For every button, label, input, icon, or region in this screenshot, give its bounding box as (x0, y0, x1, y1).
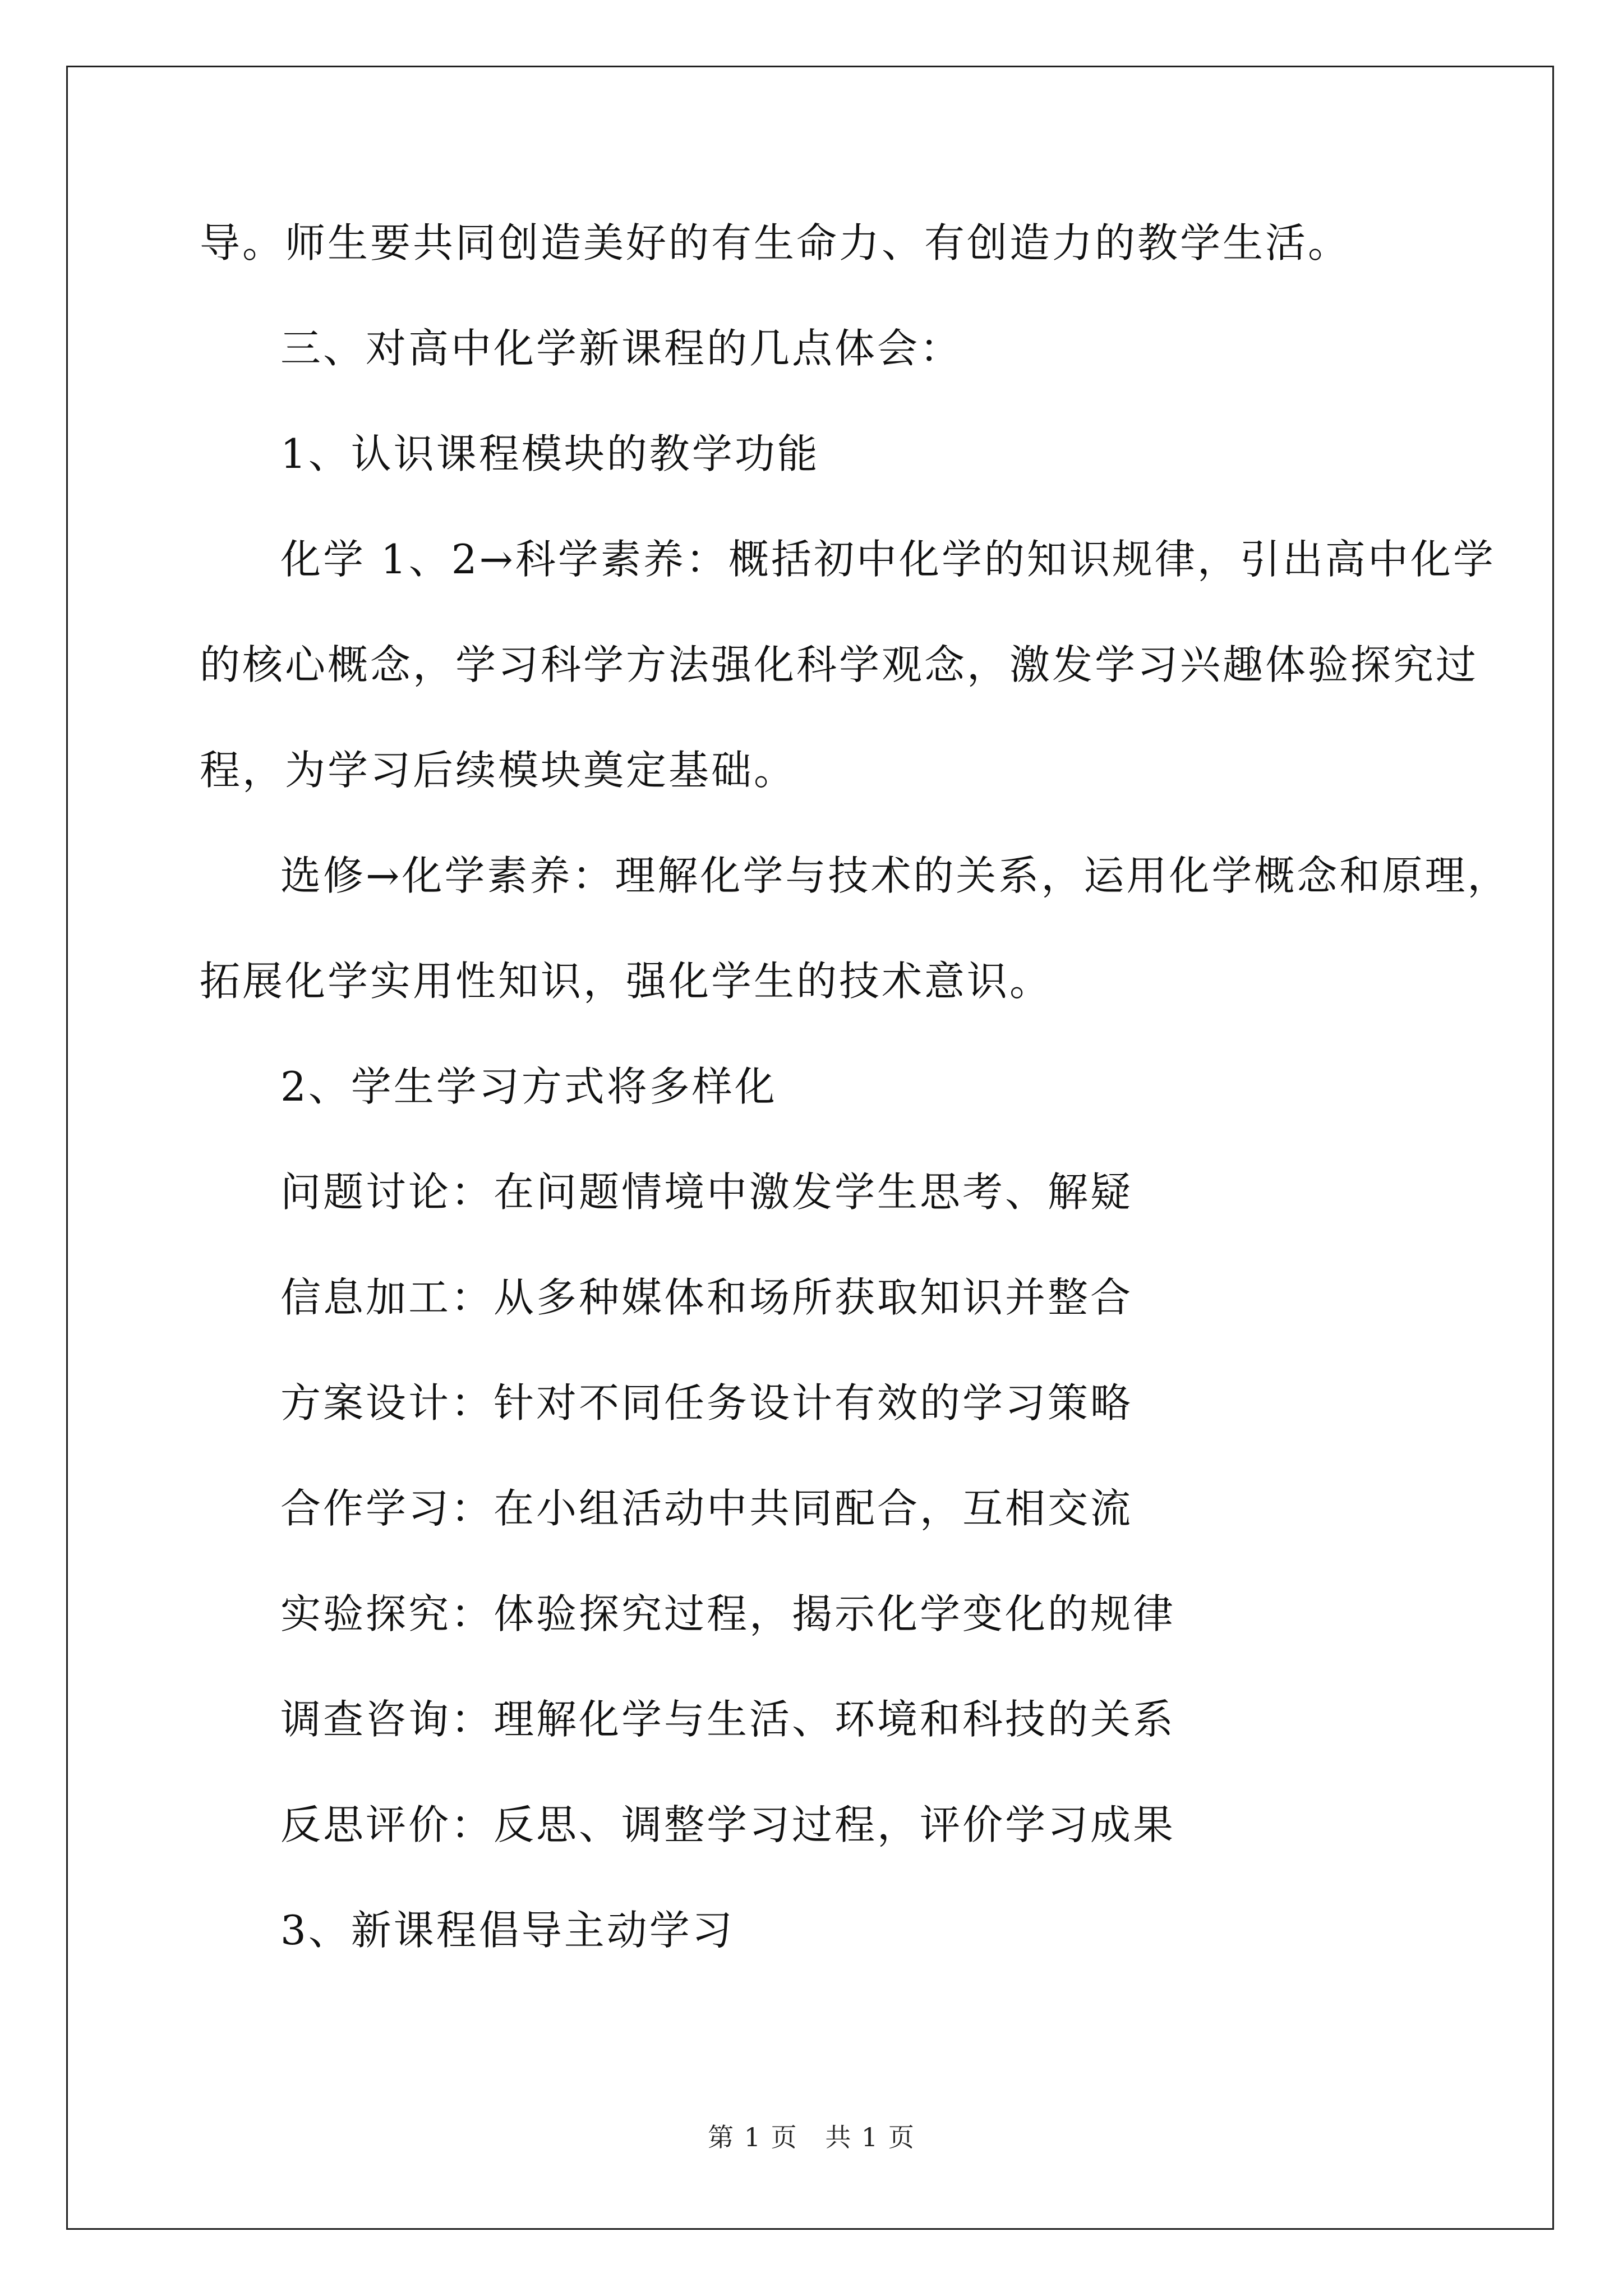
text-line: 选修→化学素养：理解化学与技术的关系，运用化学概念和原理， (280, 852, 1510, 899)
page-footer (0, 2120, 1623, 2154)
text-line: 拓展化学实用性知识，强化学生的技术意识。 (200, 958, 1053, 1005)
text-line: 1、认识课程模块的教学功能 (280, 430, 820, 477)
paragraph (200, 1587, 1461, 1641)
paragraph (200, 1271, 1461, 1324)
paragraph (200, 1903, 1461, 1957)
page-number-label: 第 1 页 (708, 2122, 798, 2152)
paragraph (200, 1376, 1461, 1430)
text-line: 合作学习：在小组活动中共同配合，互相交流 (280, 1485, 1133, 1532)
paragraph (200, 1481, 1461, 1535)
text-line: 实验探究：体验探究过程，揭示化学变化的规律 (280, 1590, 1176, 1637)
text-line: 方案设计：针对不同任务设计有效的学习策略 (280, 1379, 1133, 1427)
paragraph (200, 1165, 1461, 1219)
paragraph (200, 1060, 1461, 1114)
paragraph (200, 216, 1461, 270)
text-line: 问题讨论：在问题情境中激发学生思考、解疑 (280, 1168, 1133, 1216)
paragraph (200, 1692, 1461, 1746)
text-line: 的核心概念，学习科学方法强化科学观念，激发学习兴趣体验探究过 (200, 641, 1479, 688)
text-line: 导。师生要共同创造美好的有生命力、有创造力的教学生活。 (200, 219, 1351, 266)
text-line: 3、新课程倡导主动学习 (280, 1907, 735, 1954)
page-total-label: 共 1 页 (825, 2122, 915, 2152)
text-line: 调查咨询：理解化学与生活、环境和科技的关系 (280, 1696, 1176, 1743)
text-line: 三、对高中化学新课程的几点体会： (280, 325, 963, 372)
paragraph (200, 532, 1496, 797)
document-body (200, 216, 1510, 2009)
paragraph (200, 321, 1461, 375)
text-line: 程，为学习后续模块奠定基础。 (200, 747, 797, 794)
paragraph (200, 849, 1510, 1008)
paragraph (200, 1798, 1461, 1852)
text-line: 反思评价：反思、调整学习过程，评价学习成果 (280, 1801, 1176, 1848)
paragraph (200, 427, 1461, 481)
text-line: 2、学生学习方式将多样化 (280, 1063, 777, 1110)
text-line: 化学 1、2→科学素养：概括初中化学的知识规律，引出高中化学 (280, 536, 1496, 583)
text-line: 信息加工：从多种媒体和场所获取知识并整合 (280, 1274, 1133, 1321)
